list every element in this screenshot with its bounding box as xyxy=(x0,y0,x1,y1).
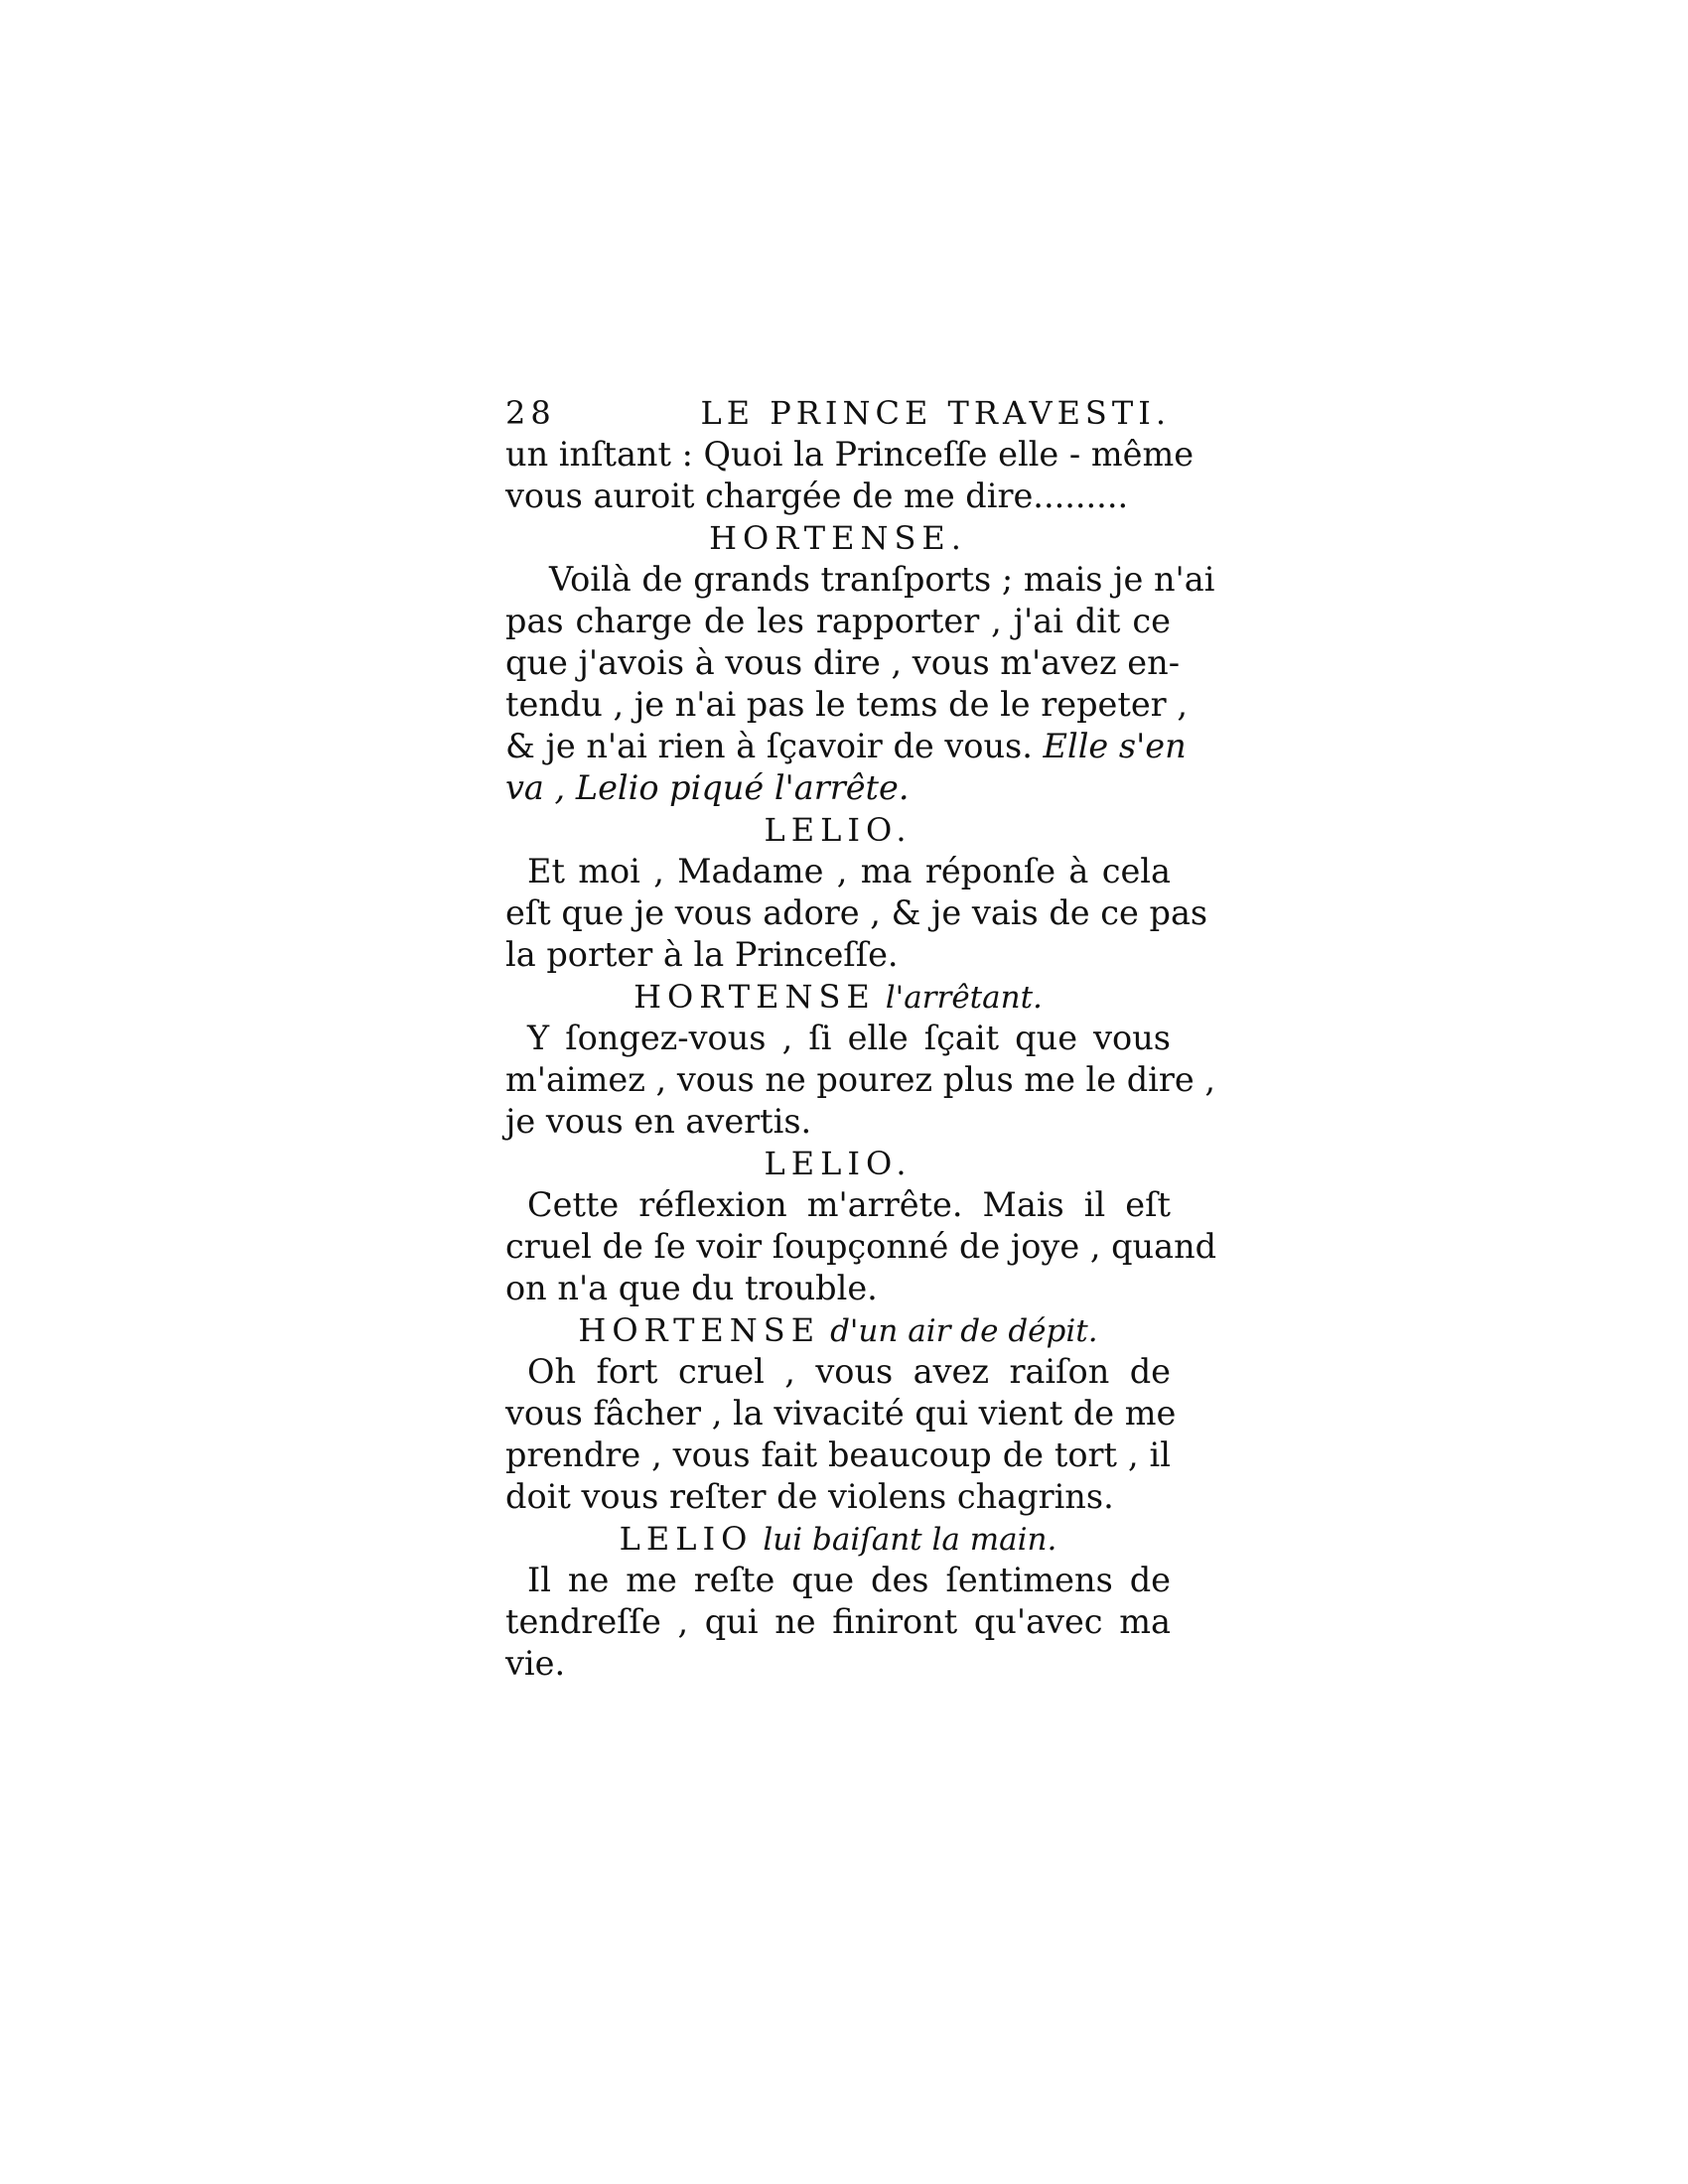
text-line xyxy=(505,1059,1216,1101)
text-line xyxy=(505,1393,1177,1434)
text-line xyxy=(505,851,1171,892)
line-text: la porter à la Princeſſe. xyxy=(505,935,899,974)
speaker-name: LELIO xyxy=(619,1520,754,1558)
line-text: prendre , vous fait beaucoup de tort , il xyxy=(505,1435,1171,1474)
stage-direction: va , Lelio piqué l'arrête. xyxy=(505,768,910,807)
line-text: tendreſſe , qui ne finiront qu'avec ma xyxy=(505,1602,1171,1641)
speaker-name: HORTENSE. xyxy=(709,519,967,557)
line-text: je vous en avertis. xyxy=(505,1102,812,1141)
text-line xyxy=(505,434,1195,476)
text-line xyxy=(505,726,1187,767)
speaker-name: LELIO. xyxy=(764,1145,913,1182)
line-text: cruel de ſe voir ſoupçonné de joye , quand xyxy=(505,1227,1217,1266)
line-text: vie. xyxy=(505,1644,566,1683)
text-line xyxy=(505,601,1171,642)
text-line xyxy=(505,1018,1171,1059)
line-text: doit vous reſter de violens chagrins. xyxy=(505,1477,1114,1516)
stage-direction: Elle s'en xyxy=(1043,727,1187,765)
speaker-heading xyxy=(505,809,1171,851)
speaker-heading xyxy=(505,1518,1171,1560)
text-line xyxy=(505,1476,1171,1518)
page-number: 28 xyxy=(505,394,556,432)
text-line xyxy=(505,1101,1171,1143)
text-line xyxy=(505,642,1181,684)
text-line xyxy=(505,1560,1171,1601)
stage-direction: l'arrêtant. xyxy=(885,980,1043,1016)
text-line xyxy=(505,1268,1171,1309)
running-header xyxy=(505,392,1171,434)
line-text: tendu , je n'ai pas le tems de le repeter , xyxy=(505,685,1188,724)
speaker-heading xyxy=(505,1309,1171,1351)
speaker-heading xyxy=(505,517,1171,559)
running-title: LE PRINCE TRAVESTI. xyxy=(700,394,1171,432)
play-text xyxy=(505,434,1217,1685)
speaker-name: LELIO. xyxy=(764,811,913,849)
line-text: on n'a que du trouble. xyxy=(505,1269,878,1307)
line-text: que j'avois à vous dire , vous m'avez en- xyxy=(505,643,1181,682)
text-line xyxy=(505,892,1208,934)
text-line xyxy=(505,1434,1171,1476)
stage-direction: lui baiſant la main. xyxy=(763,1522,1057,1558)
speaker-name: HORTENSE xyxy=(633,978,876,1016)
line-text: Voilà de grands tranſports ; mais je n'ai xyxy=(549,560,1215,599)
line-text: Il ne me reſte que des ſentimens de xyxy=(527,1561,1171,1599)
text-line xyxy=(505,1351,1171,1393)
line-text: Oh fort cruel , vous avez raiſon de xyxy=(527,1352,1171,1391)
line-text: Et moi , Madame , ma réponſe à cela xyxy=(527,852,1171,890)
line-text: Cette réflexion m'arrête. Mais il eſt xyxy=(527,1185,1171,1224)
line-text: un inſtant : Quoi la Princeſſe elle - même xyxy=(505,435,1195,474)
speaker-heading xyxy=(505,1143,1171,1184)
line-text: pas charge de les rapporter , j'ai dit ce xyxy=(505,602,1171,640)
line-text: eſt que je vous adore , & je vais de ce pas xyxy=(505,893,1208,932)
line-text: & je n'ai rien à ſçavoir de vous. xyxy=(505,727,1033,765)
text-line xyxy=(505,767,1171,809)
text-line xyxy=(505,934,1171,976)
line-text: vous fâcher , la vivacité qui vient de me xyxy=(505,1394,1177,1433)
speaker-heading xyxy=(505,976,1171,1018)
text-line xyxy=(505,476,1171,517)
text-line xyxy=(505,1184,1171,1226)
text-line xyxy=(505,1643,1171,1685)
stage-direction: d'un air de dépit. xyxy=(830,1313,1098,1349)
book-page xyxy=(505,392,1217,1685)
text-line xyxy=(505,1601,1171,1643)
text-line xyxy=(505,559,1215,601)
line-text: Y ſongez-vous , ſi elle ſçait que vous xyxy=(527,1019,1171,1057)
text-line xyxy=(505,684,1188,726)
line-text: m'aimez , vous ne pourez plus me le dire , xyxy=(505,1060,1216,1099)
text-line xyxy=(505,1226,1217,1268)
line-text: vous auroit chargée de me dire......... xyxy=(505,477,1129,515)
speaker-name: HORTENSE xyxy=(578,1311,821,1349)
